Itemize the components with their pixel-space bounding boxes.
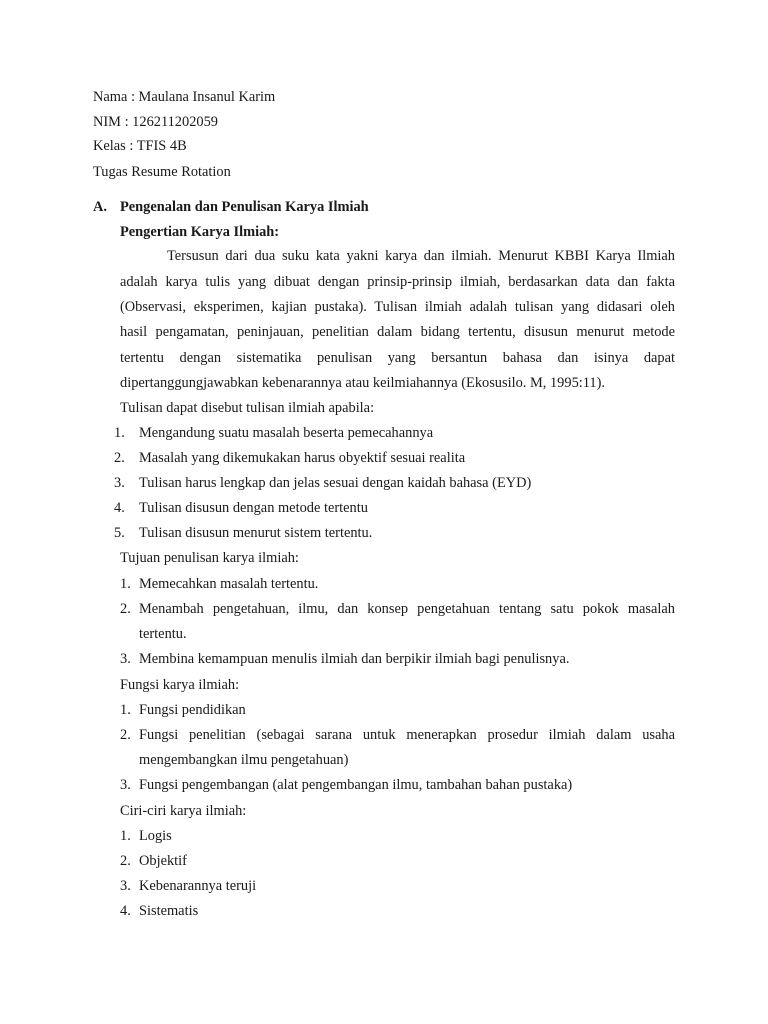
list-intro: Ciri-ciri karya ilmiah: xyxy=(120,803,247,819)
list-number: 4. xyxy=(120,903,131,919)
list-item: Membina kemampuan menulis ilmiah dan berpikir ilmiah bagi penulisnya. xyxy=(139,651,570,667)
list-number: 1. xyxy=(120,828,131,844)
paragraph-line: adalah karya tulis yang dibuat dengan prinsip-prinsip ilmiah, berdasarkan data dan fakta xyxy=(120,274,675,290)
paragraph-line: (Observasi, eksperimen, kajian pustaka). Tulisan ilmiah adalah tulisan yang didasari oleh xyxy=(120,299,675,315)
list-item: Tulisan disusun menurut sistem tertentu. xyxy=(139,525,373,541)
list-number: 2. xyxy=(114,450,125,466)
list-number: 3. xyxy=(114,475,125,491)
list-item: Kebenarannya teruji xyxy=(139,878,257,894)
list-number: 2. xyxy=(120,727,131,743)
list-number: 2. xyxy=(120,601,131,617)
section-marker: A. xyxy=(93,199,107,215)
student-class: Kelas : TFIS 4B xyxy=(93,138,187,154)
list-number: 3. xyxy=(120,651,131,667)
paragraph-line: hasil pengamatan, peninjauan, penelitian dalam bidang tertentu, disusun menurut metode xyxy=(120,324,675,340)
paragraph-line: Tersusun dari dua suku kata yakni karya dan ilmiah. Menurut KBBI Karya Ilmiah xyxy=(167,248,675,264)
list-intro: Tulisan dapat disebut tulisan ilmiah apabila: xyxy=(120,400,375,416)
student-name: Nama : Maulana Insanul Karim xyxy=(93,89,276,105)
list-number: 1. xyxy=(114,425,125,441)
list-item: Objektif xyxy=(139,853,187,869)
list-item: Tulisan harus lengkap dan jelas sesuai dengan kaidah bahasa (EYD) xyxy=(139,475,532,491)
list-item-continuation: tertentu. xyxy=(139,626,187,642)
list-item: Mengandung suatu masalah beserta pemecahannya xyxy=(139,425,434,441)
student-nim: NIM : 126211202059 xyxy=(93,114,218,130)
list-item: Sistematis xyxy=(139,903,199,919)
list-number: 1. xyxy=(120,702,131,718)
list-number: 4. xyxy=(114,500,125,516)
list-intro: Fungsi karya ilmiah: xyxy=(120,677,240,693)
section-subtitle: Pengertian Karya Ilmiah: xyxy=(120,224,280,240)
paragraph-line: dipertanggungjawabkan kebenarannya atau keilmiahannya (Ekosusilo. M, 1995:11). xyxy=(120,375,606,391)
list-item: Masalah yang dikemukakan harus obyektif sesuai realita xyxy=(139,450,466,466)
list-number: 3. xyxy=(120,777,131,793)
section-title: Pengenalan dan Penulisan Karya Ilmiah xyxy=(120,199,369,215)
list-item: Fungsi penelitian (sebagai sarana untuk menerapkan prosedur ilmiah dalam usaha xyxy=(139,727,675,743)
list-item: Tulisan disusun dengan metode tertentu xyxy=(139,500,368,516)
list-number: 3. xyxy=(120,878,131,894)
list-item: Logis xyxy=(139,828,172,844)
list-number: 5. xyxy=(114,525,125,541)
list-number: 2. xyxy=(120,853,131,869)
list-item: Fungsi pendidikan xyxy=(139,702,246,718)
paragraph-line: tertentu dengan sistematika penulisan yang bersantun bahasa dan isinya dapat xyxy=(120,350,675,366)
list-item: Memecahkan masalah tertentu. xyxy=(139,576,319,592)
assignment-title: Tugas Resume Rotation xyxy=(93,164,231,180)
list-item-continuation: mengembangkan ilmu pengetahuan) xyxy=(139,752,349,768)
list-item: Menambah pengetahuan, ilmu, dan konsep pengetahuan tentang satu pokok masalah xyxy=(139,601,675,617)
list-item: Fungsi pengembangan (alat pengembangan ilmu, tambahan bahan pustaka) xyxy=(139,777,573,793)
list-number: 1. xyxy=(120,576,131,592)
list-intro: Tujuan penulisan karya ilmiah: xyxy=(120,550,299,566)
